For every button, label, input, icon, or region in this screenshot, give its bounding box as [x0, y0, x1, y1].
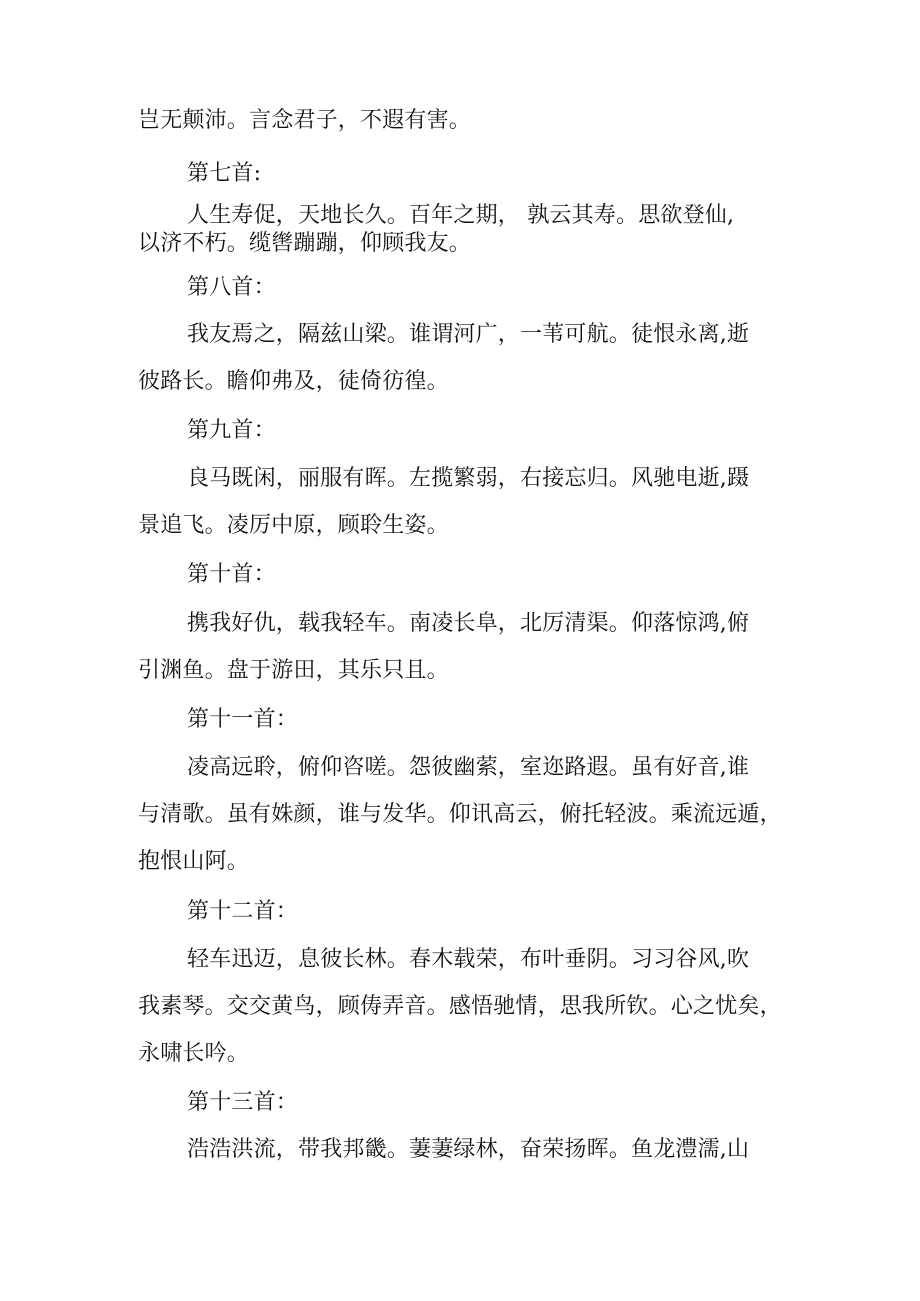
text-line: 永啸长吟。 [138, 1041, 250, 1066]
poem-heading: 第十二首： [187, 899, 299, 924]
text-line: 我友焉之，隔兹山梁。谁谓河广，一苇可航。徒恨永离,逝 [187, 322, 750, 347]
text-line: 岂无颠沛。言念君子，不遐有害。 [138, 108, 472, 133]
poem-heading: 第八首： [187, 275, 276, 300]
text-line: 人生寿促，天地长久。百年之期， 孰云其寿。思欲登仙, [187, 203, 735, 228]
text-line: 携我好仇，载我轻车。南凌长阜，北厉清渠。仰落惊鸿,俯 [187, 611, 750, 636]
poem-heading: 第十一首： [187, 707, 299, 732]
text-line: 景追飞。凌厉中原，顾聆生姿。 [138, 513, 449, 538]
text-line: 引渊鱼。盘于游田，其乐只且。 [138, 658, 449, 683]
poem-heading: 第九首： [187, 418, 276, 443]
poem-heading: 第十三首： [187, 1090, 299, 1115]
text-line: 抱恨山阿。 [138, 849, 250, 874]
text-line: 与清歌。虽有姝颜，谁与发华。仰讯高云，俯托轻波。乘流远遁， [138, 802, 782, 827]
text-line: 我素琴。交交黄鸟，顾俦弄音。感悟驰情，思我所钦。心之忧矣， [138, 994, 782, 1019]
text-line: 浩浩洪流，带我邦畿。萋萋绿林，奋荣扬晖。鱼龙澧濡,山 [187, 1137, 750, 1162]
poem-heading: 第十首： [187, 562, 276, 587]
text-line: 轻车迅迈，息彼长林。春木载荣，布叶垂阴。习习谷风,吹 [187, 947, 750, 972]
text-line: 良马既闲，丽服有晖。左揽繁弱，右接忘归。风驰电逝,蹑 [187, 466, 750, 491]
text-line: 以济不朽。缆辔蹦蹦，仰顾我友。 [138, 231, 472, 256]
poem-heading: 第七首: [187, 161, 262, 186]
text-line: 凌高远聆，俯仰咨嗟。怨彼幽萦，室迩路遐。虽有好音,谁 [187, 755, 750, 780]
text-line: 彼路长。瞻仰弗及，徒倚彷徨。 [138, 369, 449, 394]
